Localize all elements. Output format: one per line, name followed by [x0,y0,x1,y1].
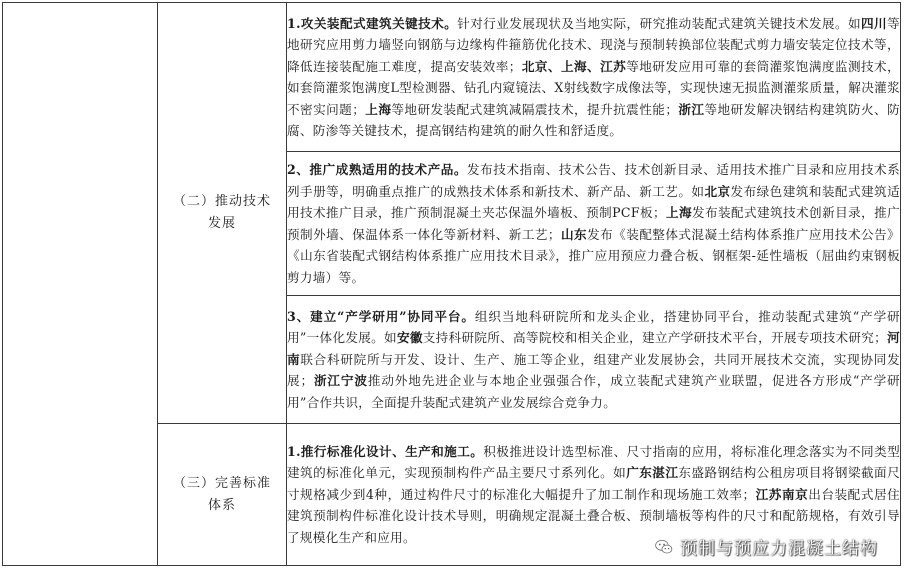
bold-text: 山东 [560,226,588,242]
body-text: 等地研发解决钢结构建筑防火、防腐、防渗等关键技术，提高钢结构建筑的耐久性和舒适度。 [287,101,900,138]
body-text: 东盛路钢结构公租房项目将钢梁截面尺寸规格减少到4种，通过构件尺寸的标准化大幅提升了加工制作和现场施工效率； [287,465,900,502]
bold-text: 广东湛江 [626,465,679,481]
category-standard-system [158,424,287,566]
bold-text: 2、推广成熟适用的技术产品。 [287,162,467,177]
wechat-icon [654,537,674,557]
body-text: 组织当地科研院所和龙头企业，搭建协同平台，推动装配式建筑“产学研用”一体化发展。如 [287,308,900,346]
bold-text: 浙江 [678,101,705,117]
watermark [654,534,878,559]
body-text: 发布《装配整体式混凝土结构体系推广应用技术公告》《山东省装配式钢结构体系推广应用技术目录》，推广应用预应力叠合板、钢框架-延性墙板（屈曲约束钢板剪力墙）等。 [287,226,900,285]
body-text: 等地研究应用剪力墙竖向钢筋与边缘构件箍筋优化技术、现浇与预制转换部位装配式剪力墙安装定位技术等，降低连接装配施工难度，提高安装效率； [287,15,900,74]
body-text: 推动外地先进企业与本地企业强强合作，成立装配式建筑产业联盟，促进各方形成“产学研用”合作共识，全面提升装配式建筑产业发展综合竞争力。 [287,373,900,410]
table-row [3,3,901,152]
body-text: 发布装配式建筑技术创新目录，推广预制外墙、保温体系一体化等新材料、新工艺； [287,205,900,242]
bold-text: 1.推行标准化设计、生产和施工。 [287,443,484,459]
body-text: 联合科研院所与开发、设计、生产、施工等企业，组建产业发展协会，共同开展技术交流，实现协同发展； [287,351,900,389]
body-text: 等地研发应用可靠的套筒灌浆饱满度监测技术，如套筒灌浆饱满度L型检测器、钻孔内窥镜法、X射线数字成像法等，实现快速无损监测灌浆质量，解决灌浆不密实问题； [287,58,900,117]
body-text: 发布绿色建筑和装配式建筑适用技术推广目录，推广预制混凝土夹芯保温外墙板、预制PCF板； [287,183,900,220]
body-text: 积极推进设计选型标准、尺寸指南的应用，将标准化理念落实为不同类型建筑的标准化单元，实现预制构件产品主要尺寸系列化。如 [287,443,900,481]
bold-text: 四川 [861,15,888,31]
category-line: 体系 [207,497,236,513]
bold-text: 上海 [665,205,693,220]
body-text: 支持科研院所、高等院校和相关企业，建立产学研技术平台，开展专项技术研究； [422,330,888,346]
category-line: （二）推动技术 [172,194,271,209]
bold-text: 北京、上海、江苏 [521,58,627,74]
bold-text: 江苏南京 [755,486,809,502]
bold-text: 上海 [365,101,392,117]
bold-text: 北京 [704,183,731,199]
category-line: （三）完善标准 [172,475,271,491]
measure-item [287,3,901,152]
bold-text: 安徽 [396,330,423,346]
watermark-text: 预制与预应力混凝土结构 [680,539,878,559]
measure-item [287,296,901,424]
measure-item [287,152,901,296]
bold-text: 河南 [287,330,900,367]
bold-text: 浙江宁波 [313,373,368,389]
body-text: 出台装配式居住建筑预制构件标准化设计技术导则，明确规定混凝土叠合板、预制墙板等构件的尺寸和配筋规格，有效引导了规模化生产和应用。 [287,486,901,545]
bold-text: 3、建立“产学研用”协同平台。 [287,308,475,324]
body-text: 发布技术指南、技术公告、技术创新目录、适用技术推广目录和应用技术系列手册等，明确重点推广的成熟技术体系和新技术、新产品、新工艺。如 [287,162,900,199]
bold-text: 1.攻关装配式建筑关键技术。 [287,15,458,31]
blank-first-column [3,3,158,566]
policy-table [2,2,901,566]
body-text: 针对行业发展现状及当地实际，研究推动装配式建筑关键技术发展。如 [457,15,862,31]
category-line: 发展 [207,216,236,231]
body-text: 等地研发装配式建筑减隔震技术，提升抗震性能； [391,101,679,117]
category-tech-development [158,3,287,424]
